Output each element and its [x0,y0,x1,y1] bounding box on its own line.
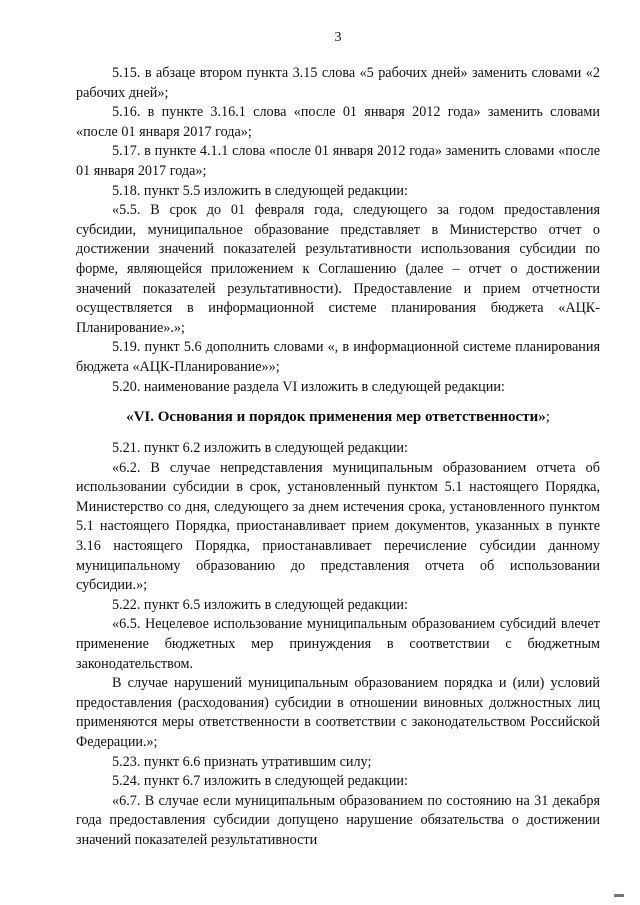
paragraph-5-17: 5.17. в пункте 4.1.1 слова «после 01 января 2012 года» заменить словами «после 01 января 2017 года»; [76,143,600,179]
paragraph-5-21: 5.21. пункт 6.2 изложить в следующей редакции: [112,440,408,457]
paragraph-5-15: 5.15. в абзаце втором пункта 3.15 слова «5 рабочих дней» заменить словами «2 рабочих дней»; [76,65,600,101]
paragraph-6-5-text: «6.5. Нецелевое использование муниципальным образованием субсидий влечет применение бюджетных мер принуждения в соответствии с бюджетным законодательством. [76,616,600,672]
paragraph-violations: В случае нарушений муниципальным образованием порядка и (или) условий предоставления (расходования) субсидии в отношении виновных должностных лиц применяются меры ответственности в соответствии с законодательством Российской Федерации.»; [76,675,600,750]
scan-edge-mark [614,894,624,897]
page-number: 3 [334,30,342,45]
paragraph-6-7-text: «6.7. В случае если муниципальным образованием по состоянию на 31 декабря года предоставления субсидии допущено нарушение обязательства о достижении значений показателей результативности [76,792,600,848]
paragraph-5-20: 5.20. наименование раздела VI изложить в следующей редакции: [112,378,505,395]
paragraph-5-18: 5.18. пункт 5.5 изложить в следующей редакции: [112,182,408,199]
paragraph-5-19: 5.19. пункт 5.6 дополнить словами «, в информационной системе планирования бюджета «АЦК-Планирование»»; [76,339,600,375]
section-heading-text: «VI. Основания и порядок применения мер ответственности» [126,409,546,426]
paragraph-5-23: 5.23. пункт 6.6 признать утратившим силу; [112,753,372,770]
paragraph-6-2-text: «6.2. В случае непредставления муниципальным образованием отчета об использовании субсидии в срок, установленный пунктом 5.1 настоящего Порядка, Министерство со дня, следующего за днем истечения срока, установленного пунктом 5.1 настоящего Порядка, приостанавливает прием документов, указанных в пункте 3.16 настоящего Порядка, приостанавливает перечисление субсидии данному муниципальному образованию до представления отчета об использовании субсидии.»; [76,459,600,594]
paragraph-5-16: 5.16. в пункте 3.16.1 слова «после 01 января 2012 года» заменить словами «после 01 января 2017 года»; [76,104,600,140]
paragraph-5-24: 5.24. пункт 6.7 изложить в следующей редакции: [112,773,408,790]
section-heading-tail: ; [545,409,550,426]
section-heading [76,407,600,427]
paragraph-5-22: 5.22. пункт 6.5 изложить в следующей редакции: [112,596,408,613]
paragraph-5-5-text: «5.5. В срок до 01 февраля года, следующего за годом предоставления субсидии, муниципальное образование представляет в Министерство отчет о достижении значений показателей результативности использования субсидии по форме, являющейся приложением к Соглашению (далее – отчет о достижении значений показателей результативности). Предоставление и прием отчетности осуществляется в информационной системе планирования бюджета «АЦК-Планирование».»; [76,202,600,336]
